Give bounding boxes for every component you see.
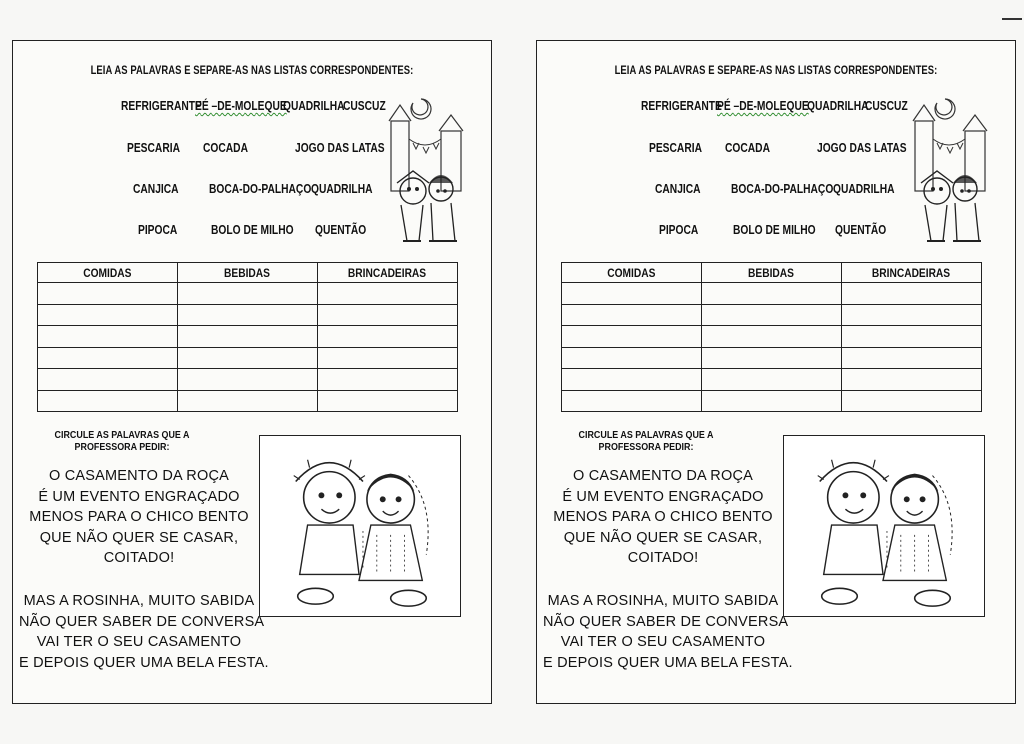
table-row [38,283,458,305]
poem-line: E DEPOIS QUER UMA BELA FESTA. [19,654,269,671]
poem-line: MENOS PARA O CHICO BENTO [553,509,773,525]
poem-line: NÃO QUER SABER DE CONVERSA [543,613,789,630]
word-item: CANJICA [655,182,701,196]
table-cell[interactable] [38,304,178,326]
table-row [562,326,982,348]
edge-mark [1002,18,1022,20]
poem-line: QUE NÃO QUER SE CASAR, [563,529,763,546]
word-item: COCADA [725,141,770,155]
table-cell[interactable] [38,283,178,305]
table-cell[interactable] [38,390,178,412]
table-cell[interactable] [562,369,702,391]
poem-line: VAI TER O SEU CASAMENTO [36,634,242,650]
word-item: QUADRILHA [807,99,869,113]
word-item: BOLO DE MILHO [733,223,816,237]
poem-line: COITADO! [103,550,175,566]
word-item: CUSCUZ [865,99,908,113]
table-cell[interactable] [842,326,982,348]
poem-line: É UM EVENTO ENGRAÇADO [38,488,240,505]
wedding-couple-illustration [783,435,985,617]
word-item: PIPOCA [138,223,178,237]
word-item: QUENTÃO [835,223,887,237]
table-cell[interactable] [178,390,318,412]
table-cell[interactable] [318,283,458,305]
word-item: QUENTÃO [315,223,367,237]
word-item: PÉ –DE-MOLEQUE [717,99,809,113]
table-row [38,369,458,391]
table-cell[interactable] [38,326,178,348]
table-cell[interactable] [178,304,318,326]
wedding-couple-illustration [259,435,461,617]
table-cell[interactable] [702,347,842,369]
table-cell[interactable] [38,347,178,369]
word-item: PESCARIA [127,141,180,155]
poem-line: O CASAMENTO DA ROÇA [573,468,753,484]
poem-line: É UM EVENTO ENGRAÇADO [562,488,764,505]
table-cell[interactable] [702,283,842,305]
table-cell[interactable] [842,390,982,412]
word-item: PIPOCA [659,223,699,237]
table-row [38,390,458,412]
poem-line: NÃO QUER SABER DE CONVERSA [19,613,265,630]
instruction-text: LEIA AS PALAVRAS E SEPARE-AS NAS LISTAS CORRESPONDENTES: [90,65,414,77]
circle-instruction: CIRCULE AS PALAVRAS QUE A PROFESSORA PEDIR: [578,429,714,453]
table-row [38,326,458,348]
table-cell[interactable] [318,304,458,326]
word-item: BOCA-DO-PALHAÇO [209,182,312,196]
sorting-table [37,262,458,412]
word-item: BOLO DE MILHO [211,223,294,237]
table-cell[interactable] [842,283,982,305]
table-cell[interactable] [842,304,982,326]
poem-line: MAS A ROSINHA, MUITO SABIDA [547,593,779,609]
word-item: PÉ –DE-MOLEQUE [195,99,287,113]
word-item: PESCARIA [649,141,702,155]
table-cell[interactable] [562,326,702,348]
worksheet-right [536,40,1016,704]
table-cell[interactable] [178,369,318,391]
table-header-row [38,263,458,283]
table-cell[interactable] [702,304,842,326]
poem-stanza-2 [19,591,269,673]
word-item: CANJICA [133,182,179,196]
table-cell[interactable] [702,326,842,348]
table-row [38,304,458,326]
column-header-brincadeiras: BRINCADEIRAS [842,263,982,283]
table-cell[interactable] [178,283,318,305]
word-item: JOGO DAS LATAS [295,141,385,155]
table-row [562,390,982,412]
festa-junina-illustration [383,91,467,256]
table-cell[interactable] [842,347,982,369]
word-item: CUSCUZ [343,99,386,113]
word-item: QUADRILHA [283,99,345,113]
circle-instruction: CIRCULE AS PALAVRAS QUE A PROFESSORA PEDIR: [54,429,190,453]
column-header-comidas: COMIDAS [562,263,702,283]
table-row [562,369,982,391]
table-cell[interactable] [562,390,702,412]
poem-stanza-1 [19,466,259,569]
word-item: BOCA-DO-PALHAÇO [731,182,834,196]
poem-stanza-2 [543,591,793,673]
festa-junina-illustration [907,91,991,256]
table-cell[interactable] [562,283,702,305]
poem-line: QUE NÃO QUER SE CASAR, [39,529,239,546]
word-item: QUADRILHA [833,182,895,196]
worksheet-left [12,40,492,704]
column-header-brincadeiras: BRINCADEIRAS [318,263,458,283]
table-cell[interactable] [178,326,318,348]
poem-line: MENOS PARA O CHICO BENTO [29,509,249,525]
poem-line: E DEPOIS QUER UMA BELA FESTA. [543,654,793,671]
table-row [562,347,982,369]
table-header-row [562,263,982,283]
column-header-bebidas: BEBIDAS [702,263,842,283]
word-item: REFRIGERANTE [121,99,202,113]
column-header-comidas: COMIDAS [38,263,178,283]
poem-line: VAI TER O SEU CASAMENTO [560,634,766,650]
word-item: REFRIGERANTE [641,99,722,113]
table-cell[interactable] [842,369,982,391]
table-cell[interactable] [38,369,178,391]
table-cell[interactable] [318,369,458,391]
table-cell[interactable] [562,347,702,369]
table-cell[interactable] [562,304,702,326]
word-item: JOGO DAS LATAS [817,141,907,155]
word-item: COCADA [203,141,248,155]
word-item: QUADRILHA [311,182,373,196]
table-cell[interactable] [318,347,458,369]
poem-line: O CASAMENTO DA ROÇA [49,468,229,484]
sorting-table [561,262,982,412]
table-cell[interactable] [178,347,318,369]
table-cell[interactable] [318,326,458,348]
instruction-text: LEIA AS PALAVRAS E SEPARE-AS NAS LISTAS CORRESPONDENTES: [614,65,938,77]
table-cell[interactable] [702,390,842,412]
poem-line: MAS A ROSINHA, MUITO SABIDA [23,593,255,609]
table-cell[interactable] [318,390,458,412]
table-row [562,304,982,326]
poem-line: COITADO! [627,550,699,566]
poem-stanza-1 [543,466,783,569]
table-row [38,347,458,369]
column-header-bebidas: BEBIDAS [178,263,318,283]
table-row [562,283,982,305]
table-cell[interactable] [702,369,842,391]
